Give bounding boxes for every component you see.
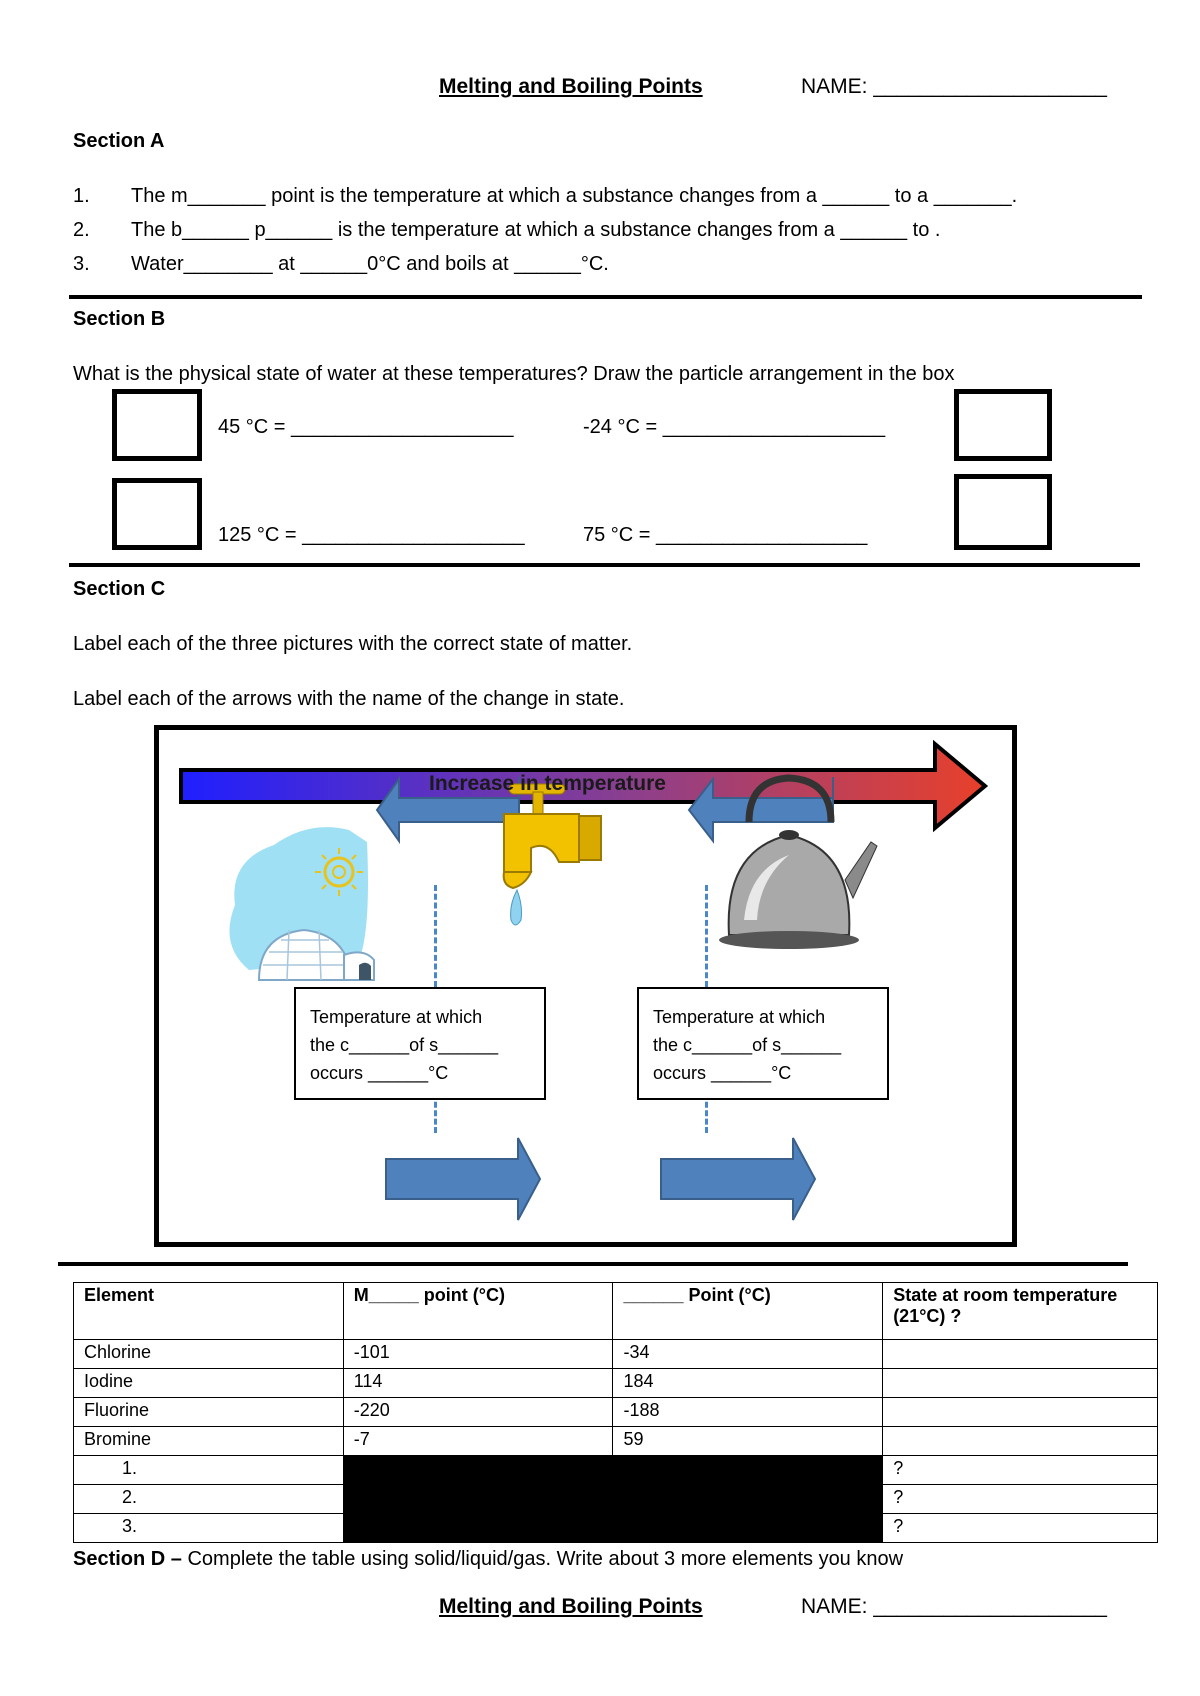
cell-boiling: 184: [613, 1369, 883, 1398]
cell-boiling: 59: [613, 1427, 883, 1456]
cell-state[interactable]: [883, 1340, 1158, 1369]
particle-box-125c[interactable]: [112, 478, 202, 550]
cell-blacked-out: [343, 1514, 613, 1543]
table-row: [74, 1514, 1158, 1543]
cell-blacked-out: [613, 1514, 883, 1543]
page-title: Melting and Boiling Points: [439, 75, 703, 98]
section-d-heading: Section D –: [73, 1548, 182, 1570]
divider-a: [69, 295, 1142, 299]
cell-blacked-out: [343, 1456, 613, 1485]
igloo-icon: [229, 827, 374, 980]
box-left-line-3: occurs ______°C: [310, 1063, 449, 1083]
temp-75c-line: 75 °C = ___________________: [583, 524, 868, 546]
box-left-line-2: the c______of s______: [310, 1035, 499, 1055]
particle-box-75c[interactable]: [954, 474, 1052, 550]
cell-melting: -101: [343, 1340, 613, 1369]
temp-45c-line: 45 °C = ____________________: [218, 416, 514, 438]
banner-label: Increase in temperature: [429, 772, 666, 795]
table-row: [74, 1456, 1158, 1485]
footer-name-label: NAME: ____________________: [801, 1595, 1107, 1618]
table-row: [74, 1398, 1158, 1427]
cell-element: Iodine: [74, 1369, 344, 1398]
cell-element[interactable]: 2.: [74, 1485, 344, 1514]
cell-state[interactable]: [883, 1398, 1158, 1427]
section-a-item-2-text: The b______ p______ is the temperature at which a substance changes from a ______ to .: [131, 219, 941, 241]
section-a-heading: Section A: [73, 130, 165, 152]
cell-state[interactable]: ?: [883, 1456, 1158, 1485]
section-b-question: What is the physical state of water at these temperatures? Draw the particle arrangement in the box: [73, 363, 955, 385]
melting-temp-box[interactable]: [294, 987, 546, 1100]
cell-boiling: -34: [613, 1340, 883, 1369]
table-row: [74, 1340, 1158, 1369]
divider-c: [58, 1262, 1128, 1266]
cell-element: Fluorine: [74, 1398, 344, 1427]
footer-title: Melting and Boiling Points: [439, 1595, 703, 1618]
section-a-item-3-text: Water________ at ______0°C and boils at ______°C.: [131, 253, 609, 275]
header-state: State at room temperature (21°C) ?: [883, 1283, 1158, 1340]
arrow-bottom-right: [661, 1138, 815, 1220]
boiling-temp-box[interactable]: [637, 987, 889, 1100]
temp-minus24c-line: -24 °C = ____________________: [583, 416, 886, 438]
section-c-instruction-1: Label each of the three pictures with the correct state of matter.: [73, 633, 633, 655]
table-row: [74, 1369, 1158, 1398]
cell-state[interactable]: ?: [883, 1485, 1158, 1514]
diagram-graphics: [159, 730, 1012, 1242]
cell-blacked-out: [343, 1485, 613, 1514]
elements-table: [73, 1282, 1158, 1543]
cell-state[interactable]: [883, 1427, 1158, 1456]
cell-element: Bromine: [74, 1427, 344, 1456]
table-row: [74, 1427, 1158, 1456]
section-a-item-1-num: 1.: [73, 185, 90, 207]
temp-125c-line: 125 °C = ____________________: [218, 524, 525, 546]
header-element: Element: [74, 1283, 344, 1340]
section-b-heading: Section B: [73, 308, 166, 330]
cell-melting: -220: [343, 1398, 613, 1427]
box-right-line-3: occurs ______°C: [653, 1063, 792, 1083]
box-left-line-1: Temperature at which: [310, 1007, 483, 1027]
section-c-heading: Section C: [73, 578, 166, 600]
cell-boiling: -188: [613, 1398, 883, 1427]
divider-dashed-left-top: [434, 885, 437, 987]
cell-melting: 114: [343, 1369, 613, 1398]
particle-box-minus24c[interactable]: [954, 389, 1052, 461]
section-d-line: [73, 1548, 903, 1571]
section-a-item-1-text: The m_______ point is the temperature at which a substance changes from a ______ to a _______.: [131, 185, 1018, 207]
cell-element[interactable]: 3.: [74, 1514, 344, 1543]
box-right-line-2: the c______of s______: [653, 1035, 842, 1055]
cell-blacked-out: [613, 1456, 883, 1485]
box-right-line-1: Temperature at which: [653, 1007, 826, 1027]
header-melting-point: M_____ point (°C): [343, 1283, 613, 1340]
divider-b: [69, 563, 1140, 567]
table-header-row: [74, 1283, 1158, 1340]
header-boiling-point: ______ Point (°C): [613, 1283, 883, 1340]
section-d-text: Complete the table using solid/liquid/gas. Write about 3 more elements you know: [181, 1548, 904, 1570]
section-c-instruction-2: Label each of the arrows with the name of the change in state.: [73, 688, 625, 710]
table-row: [74, 1485, 1158, 1514]
state-change-diagram: [154, 725, 1017, 1247]
cell-element[interactable]: 1.: [74, 1456, 344, 1485]
arrow-bottom-left: [386, 1138, 540, 1220]
cell-blacked-out: [613, 1485, 883, 1514]
cell-state[interactable]: ?: [883, 1514, 1158, 1543]
cell-melting: -7: [343, 1427, 613, 1456]
cell-element: Chlorine: [74, 1340, 344, 1369]
section-a-item-3-num: 3.: [73, 253, 90, 275]
cell-state[interactable]: [883, 1369, 1158, 1398]
name-field-label: NAME: ____________________: [801, 75, 1107, 98]
section-a-item-2-num: 2.: [73, 219, 90, 241]
divider-dashed-right-top: [705, 885, 708, 987]
particle-box-45c[interactable]: [112, 389, 202, 461]
